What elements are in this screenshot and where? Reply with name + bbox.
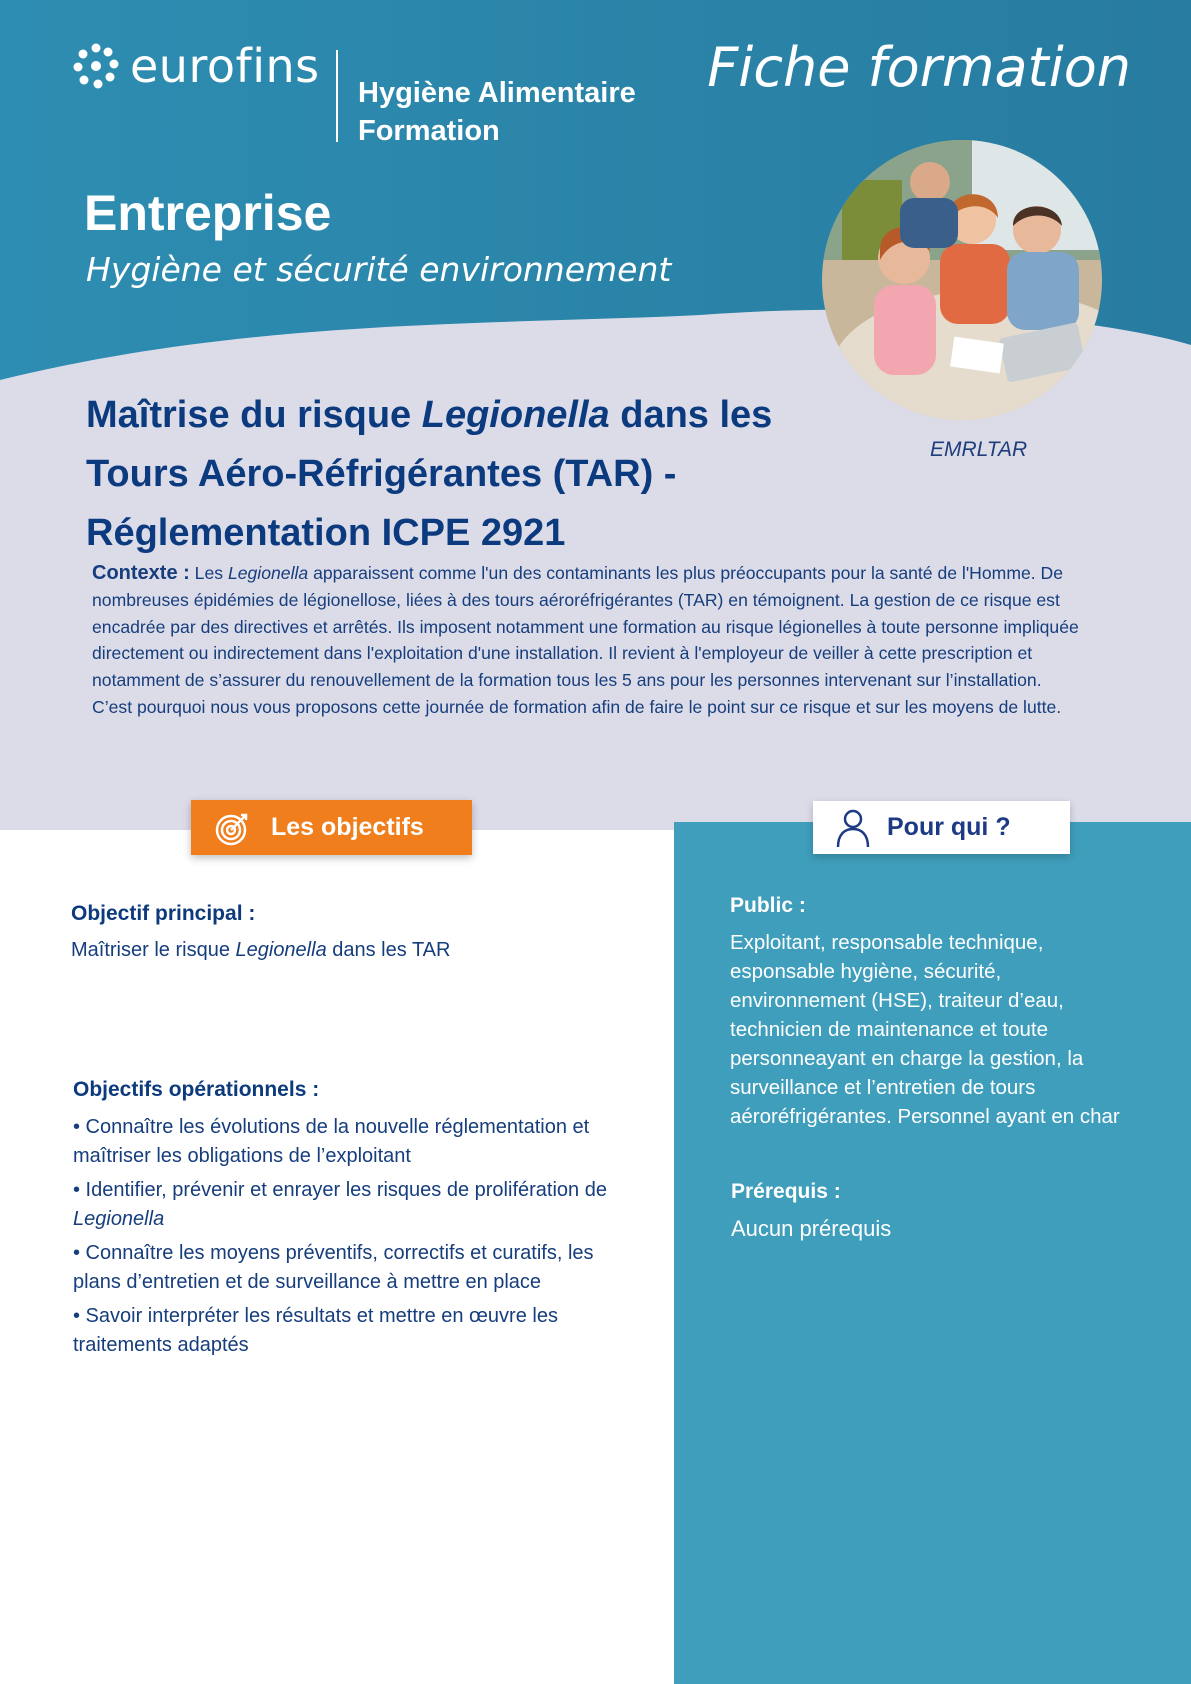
- list-item: [73, 1176, 613, 1234]
- context-text-a: Les: [189, 563, 228, 583]
- list-item: • Connaître les moyens préventifs, correctifs et curatifs, les plans d’entretien et de surveillance à mettre en place: [73, 1242, 594, 1293]
- context-paragraph: [92, 560, 1112, 721]
- principal-text-italic: Legionella: [235, 939, 327, 961]
- group-photo: [822, 140, 1102, 420]
- target-icon: [213, 809, 251, 847]
- principal-objective-heading: Objectif principal :: [71, 902, 256, 925]
- context-text-b: apparaissent comme l'un des contaminants les plus préoccupants pour la santé de l'Homme. De nombreuses épidémies de légionellose, liées à des tours aéroréfrigérantes (TAR) en témoignent. La gestion de ce risque est encadrée par des directives et arrêtés. Ils imposent notamment une formation au risque légionelles à toute personne impliquée directement ou indirectement dans l'exploitation d'une installation. Il revient à l'employeur de veiller à cette prescription et notamment de s’assurer du renouvellement de la formation tous les 5 ans pour les personnes intervenant sur l’installation.: [92, 563, 1079, 691]
- audience-badge-label: Pour qui ?: [887, 813, 1011, 841]
- eurofins-logo-icon: [72, 42, 120, 90]
- public-heading: Public :: [730, 894, 806, 917]
- operational-objectives-heading: Objectifs opérationnels :: [73, 1078, 320, 1101]
- prerequisites-text: Aucun prérequis: [731, 1216, 892, 1241]
- title-line1-italic: Legionella: [421, 394, 610, 436]
- principal-text-b: dans les TAR: [326, 939, 451, 961]
- principal-text-a: Maîtriser le risque: [71, 939, 236, 961]
- context-text-italic: Legionella: [227, 563, 309, 583]
- operational-objectives-list: [73, 1113, 613, 1365]
- training-title: [86, 386, 806, 563]
- context-text-2: C’est pourquoi nous vous proposons cette journée de formation afin de faire le point sur ce risque et sur les moyens de lutte.: [92, 696, 1062, 717]
- title-line1-b: dans les: [609, 394, 773, 436]
- title-line3: Réglementation ICPE 2921: [86, 512, 566, 554]
- logo-subtitle-line2: Formation: [358, 115, 500, 147]
- logo-wordmark: eurofins: [130, 39, 320, 93]
- list-item-italic: Legionella: [73, 1208, 165, 1230]
- principal-objective-text: [71, 936, 631, 965]
- context-label: Contexte :: [92, 562, 190, 584]
- objectives-badge-label: Les objectifs: [271, 813, 424, 841]
- prerequisites-heading: Prérequis :: [731, 1180, 841, 1203]
- title-line1-a: Maîtrise du risque: [86, 394, 422, 436]
- logo-separator: [336, 50, 338, 142]
- fiche-title: Fiche formation: [707, 36, 1131, 99]
- training-code: EMRLTAR: [930, 438, 1028, 461]
- logo-subtitle: [358, 74, 636, 150]
- category-title: Entreprise: [84, 185, 332, 241]
- list-item: • Connaître les évolutions de la nouvelle réglementation et maîtriser les obligations de l’exploitant: [73, 1116, 590, 1167]
- logo-subtitle-line1: Hygiène Alimentaire: [358, 77, 636, 109]
- title-line2: Tours Aéro-Réfrigérantes (TAR) -: [86, 453, 677, 495]
- objectives-badge: [191, 800, 472, 855]
- person-icon: [835, 808, 871, 848]
- public-text: Exploitant, responsable technique, esponsable hygiène, sécurité, environnement (HSE), traiteur d’eau, technicien de maintenance et toute personneayant en charge la gestion, la surveillance et l’entretien de tours aéroréfrigérantes. Personnel ayant en char: [730, 931, 1120, 1128]
- list-item: • Savoir interpréter les résultats et mettre en œuvre les traitements adaptés: [73, 1305, 558, 1356]
- category-subtitle: Hygiène et sécurité environnement: [86, 250, 672, 289]
- list-item-text: • Identifier, prévenir et enrayer les risques de prolifération de: [73, 1179, 607, 1201]
- audience-badge: [813, 801, 1070, 854]
